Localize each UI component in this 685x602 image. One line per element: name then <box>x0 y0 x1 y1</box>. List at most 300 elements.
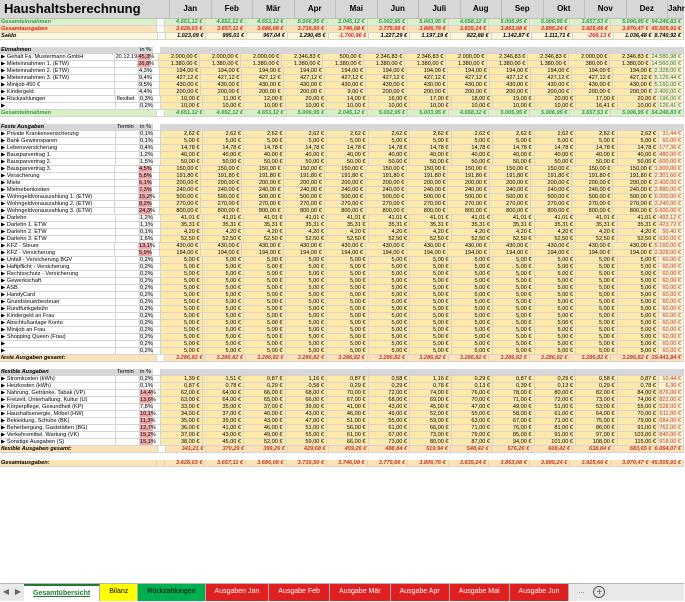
cell-value[interactable]: 10,00 € <box>618 103 660 110</box>
cell-value[interactable]: 5,00 € <box>203 313 245 320</box>
row-termin[interactable] <box>116 320 140 327</box>
cell-value[interactable]: 500,00 € <box>448 194 489 201</box>
cell-value[interactable]: 194,00 € <box>572 68 613 75</box>
cell-value[interactable]: 194,00 € <box>531 68 572 75</box>
row-label[interactable]: ▶ Rundfunkgebühr <box>0 306 116 313</box>
cell-value[interactable]: 37,00 € <box>203 411 245 418</box>
cell-value[interactable]: 4.652,12 € <box>205 110 246 117</box>
cell-value[interactable]: 5,00 € <box>452 327 494 334</box>
cell-value[interactable]: 101,00 € <box>535 439 577 446</box>
cell-value[interactable]: 240,00 € <box>325 187 366 194</box>
cell-value[interactable]: 5,00 € <box>410 341 452 348</box>
cell-value[interactable]: 5,00 € <box>535 278 577 285</box>
cell-value[interactable]: 5,00 € <box>203 341 245 348</box>
cell-value[interactable]: 34,00 € <box>161 411 203 418</box>
cell-value[interactable]: 5,00 € <box>410 271 452 278</box>
cell-value[interactable]: 1,51 € <box>203 376 245 383</box>
cell-value[interactable]: 430,00 € <box>448 243 489 250</box>
row-label[interactable]: ▶ ASB <box>0 285 116 292</box>
cell-value[interactable]: 5,00 € <box>244 334 286 341</box>
cell-value[interactable]: 200,00 € <box>448 180 489 187</box>
cell-value[interactable]: 70,00 € <box>327 390 369 397</box>
cell-value[interactable]: 41,01 € <box>618 215 660 222</box>
cell-value[interactable]: 500,00 € <box>366 194 407 201</box>
cell-value[interactable]: 5,00 € <box>535 341 577 348</box>
row-termin[interactable] <box>116 390 140 397</box>
cell-value[interactable]: 5,00 € <box>369 278 411 285</box>
cell-value[interactable]: 41,01 € <box>369 215 411 222</box>
cell-value[interactable]: 194,00 € <box>572 250 613 257</box>
cell-value[interactable]: 5,00 € <box>369 313 411 320</box>
cell-value[interactable]: 62,00 € <box>161 390 203 397</box>
cell-value[interactable]: 4,20 € <box>493 229 535 236</box>
cell-value[interactable]: 94,00 € <box>493 439 535 446</box>
cell-value[interactable]: 191,80 € <box>160 173 201 180</box>
cell-value[interactable]: 800,00 € <box>613 208 654 215</box>
cell-value[interactable]: 430,00 € <box>613 243 654 250</box>
row-termin[interactable] <box>116 152 140 159</box>
cell-value[interactable]: 967,04 € <box>247 33 288 40</box>
cell-value[interactable]: 270,00 € <box>201 201 242 208</box>
row-termin[interactable] <box>115 173 139 180</box>
cell-year[interactable]: 39.441,84 € <box>651 355 684 362</box>
cell-value[interactable]: 5,00 € <box>244 264 286 271</box>
cell-value[interactable]: 191,80 € <box>366 173 407 180</box>
cell-value[interactable]: 427,12 € <box>531 75 572 82</box>
cell-value[interactable]: 5,00 € <box>244 278 286 285</box>
row-label[interactable]: ▶ Mieteinnahmen 2. (ETW) <box>0 68 115 75</box>
cell-value[interactable]: 5,00 € <box>203 278 245 285</box>
cell-value[interactable]: 65,00 € <box>244 397 286 404</box>
cell-value[interactable]: 430,00 € <box>366 243 407 250</box>
cell-value[interactable]: 86,00 € <box>576 425 618 432</box>
cell-value[interactable]: 0,78 € <box>618 383 660 390</box>
row-termin[interactable] <box>116 264 140 271</box>
cell-value[interactable]: 200,00 € <box>284 89 325 96</box>
cell-value[interactable]: 200,00 € <box>531 89 572 96</box>
cell-value[interactable]: 3.806,76 € <box>408 460 449 467</box>
cell-value[interactable]: 800,00 € <box>531 208 572 215</box>
cell-value[interactable]: 5,00 € <box>535 306 577 313</box>
cell-value[interactable]: 73,00 € <box>410 432 452 439</box>
cell-year[interactable]: 480,00 € <box>659 152 684 159</box>
cell-value[interactable]: 5,00 € <box>203 285 245 292</box>
cell-value[interactable]: 240,00 € <box>366 187 407 194</box>
row-termin[interactable] <box>116 257 140 264</box>
cell-value[interactable]: 5,00 € <box>327 264 369 271</box>
cell-value[interactable]: 64,00 € <box>203 397 245 404</box>
cell-value[interactable]: 200,00 € <box>201 180 242 187</box>
cell-value[interactable]: 0,29 € <box>369 383 411 390</box>
cell-value[interactable]: 5,00 € <box>286 327 328 334</box>
cell-value[interactable]: 5,00 € <box>452 341 494 348</box>
row-label[interactable]: ▶ Darlehn 3. ETW <box>0 236 116 243</box>
cell-value[interactable]: 150,00 € <box>407 166 448 173</box>
row-termin[interactable] <box>116 404 140 411</box>
cell-value[interactable]: 270,00 € <box>531 201 572 208</box>
cell-value[interactable]: 70,00 € <box>618 411 660 418</box>
cell-value[interactable]: 115,00 € <box>618 439 660 446</box>
cell-value[interactable]: 150,00 € <box>325 166 366 173</box>
cell-value[interactable]: 41,01 € <box>327 215 369 222</box>
cell-value[interactable]: 5,00 € <box>369 306 411 313</box>
cell-value[interactable]: 10,00 € <box>452 103 494 110</box>
cell-value[interactable]: 2,62 € <box>203 131 245 138</box>
row-termin[interactable] <box>115 75 139 82</box>
row-label[interactable]: ▶ Heizkosten (kWh) <box>0 383 116 390</box>
cell-value[interactable]: 430,00 € <box>490 82 531 89</box>
cell-value[interactable]: 3.286,82 € <box>530 355 571 362</box>
cell-value[interactable]: 2.346,83 € <box>528 54 569 61</box>
cell-value[interactable]: 0,78 € <box>203 383 245 390</box>
cell-value[interactable]: 2,62 € <box>244 131 286 138</box>
cell-value[interactable]: 800,00 € <box>242 208 283 215</box>
cell-value[interactable]: 1,16 € <box>286 376 328 383</box>
cell-value[interactable]: 5.006,95 € <box>611 110 652 117</box>
cell-value[interactable]: 0,29 € <box>452 376 494 383</box>
cell-value[interactable]: 200,00 € <box>160 180 201 187</box>
cell-value[interactable]: 5,00 € <box>244 257 286 264</box>
row-termin[interactable] <box>115 194 139 201</box>
cell-value[interactable]: 41,00 € <box>327 404 369 411</box>
cell-year[interactable]: 840,00 € <box>659 432 684 439</box>
cell-value[interactable]: 5,00 € <box>535 327 577 334</box>
cell-value[interactable]: 3.835,24 € <box>449 26 490 33</box>
row-termin[interactable] <box>116 229 140 236</box>
cell-year[interactable]: 1.800,00 € <box>655 166 684 173</box>
cell-value[interactable]: 1.227,29 € <box>369 33 410 40</box>
cell-value[interactable]: 59,00 € <box>286 439 328 446</box>
cell-value[interactable]: 0,58 € <box>576 376 618 383</box>
cell-value[interactable]: 5,00 € <box>286 306 328 313</box>
cell-value[interactable]: 800,00 € <box>201 208 242 215</box>
cell-year[interactable]: 60,00 € <box>659 264 684 271</box>
cell-value[interactable]: 50,00 € <box>618 159 660 166</box>
cell-value[interactable]: 608,42 € <box>532 446 573 453</box>
cell-value[interactable]: 3.895,24 € <box>530 460 571 467</box>
cell-value[interactable]: 240,00 € <box>284 187 325 194</box>
cell-value[interactable]: 3.746,08 € <box>327 460 368 467</box>
cell-value[interactable]: 5,00 € <box>576 348 618 355</box>
cell-value[interactable]: 5,00 € <box>161 292 203 299</box>
cell-value[interactable]: 3.970,47 € <box>611 26 652 33</box>
row-termin[interactable] <box>116 103 140 110</box>
cell-value[interactable]: 1.023,09 € <box>166 33 207 40</box>
cell-value[interactable]: 1.197,19 € <box>410 33 451 40</box>
cell-value[interactable]: 40,00 € <box>576 152 618 159</box>
row-termin[interactable] <box>116 138 140 145</box>
cell-value[interactable]: 5,00 € <box>203 320 245 327</box>
row-label[interactable]: ▶ Darlehn <box>0 215 116 222</box>
cell-year[interactable]: 196,00 € <box>659 96 684 103</box>
cell-value[interactable]: 5,00 € <box>244 292 286 299</box>
cell-value[interactable]: 55,00 € <box>369 418 411 425</box>
cell-value[interactable]: 427,12 € <box>325 75 366 82</box>
cell-value[interactable]: 5,00 € <box>452 264 494 271</box>
cell-value[interactable]: 5,00 € <box>535 292 577 299</box>
cell-value[interactable]: 194,00 € <box>366 250 407 257</box>
cell-value[interactable]: 240,00 € <box>448 187 489 194</box>
cell-year[interactable]: 60,00 € <box>659 278 684 285</box>
cell-value[interactable]: 2.000,00 € <box>241 54 282 61</box>
cell-value[interactable]: 2.346,83 € <box>405 54 446 61</box>
row-termin[interactable] <box>116 222 140 229</box>
cell-value[interactable]: 5,00 € <box>286 271 328 278</box>
cell-value[interactable]: 5,00 € <box>286 292 328 299</box>
cell-value[interactable]: 2,62 € <box>493 131 535 138</box>
cell-value[interactable]: 500,00 € <box>613 194 654 201</box>
cell-value[interactable]: 380,00 € <box>569 61 610 68</box>
cell-value[interactable]: 3.716,50 € <box>287 26 328 33</box>
cell-year[interactable]: 60,00 € <box>659 292 684 299</box>
cell-value[interactable]: 3.286,82 € <box>611 355 652 362</box>
cell-value[interactable]: 1,39 € <box>161 376 203 383</box>
cell-value[interactable]: 49,00 € <box>244 432 286 439</box>
cell-value[interactable]: 74,00 € <box>618 397 660 404</box>
cell-value[interactable]: 270,00 € <box>407 201 448 208</box>
cell-value[interactable]: 519,94 € <box>410 446 451 453</box>
cell-value[interactable]: 67,00 € <box>493 418 535 425</box>
cell-value[interactable]: 0,78 € <box>410 383 452 390</box>
cell-value[interactable]: 200,00 € <box>242 89 283 96</box>
row-termin[interactable] <box>116 215 140 222</box>
cell-value[interactable]: 200,00 € <box>572 180 613 187</box>
cell-value[interactable]: 40,00 € <box>369 152 411 159</box>
cell-value[interactable]: 4.658,12 € <box>449 19 490 26</box>
cell-value[interactable]: 72,00 € <box>535 397 577 404</box>
cell-value[interactable]: 10,00 € <box>161 96 203 103</box>
cell-value[interactable]: 38,00 € <box>161 439 203 446</box>
cell-value[interactable]: 1.142,87 € <box>492 33 533 40</box>
cell-value[interactable]: 14,78 € <box>161 145 203 152</box>
row-label[interactable]: ▶ Gewerkschaft <box>0 278 116 285</box>
tab-ausgabe-mai[interactable]: Ausgabe Mai <box>450 584 510 601</box>
cell-value[interactable]: 200,00 € <box>490 180 531 187</box>
cell-value[interactable]: 430,00 € <box>407 243 448 250</box>
cell-value[interactable]: 5,00 € <box>203 306 245 313</box>
cell-value[interactable]: 800,00 € <box>407 208 448 215</box>
cell-year[interactable]: 24.580,98 € <box>651 54 684 61</box>
cell-value[interactable]: 50,00 € <box>286 159 328 166</box>
cell-value[interactable]: 53,00 € <box>576 404 618 411</box>
row-termin[interactable] <box>115 180 139 187</box>
cell-value[interactable]: 14,78 € <box>369 145 411 152</box>
cell-value[interactable]: 5.003,95 € <box>408 19 449 26</box>
cell-value[interactable]: 3.925,66 € <box>570 26 611 33</box>
row-termin[interactable] <box>116 285 140 292</box>
cell-value[interactable]: 50,00 € <box>203 159 245 166</box>
row-label[interactable]: ▶ Unfall - Versicherung BGV <box>0 257 116 264</box>
cell-value[interactable]: 35,31 € <box>410 222 452 229</box>
cell-value[interactable]: 37,00 € <box>244 404 286 411</box>
cell-value[interactable]: 41,01 € <box>493 215 535 222</box>
cell-value[interactable]: 150,00 € <box>531 166 572 173</box>
cell-value[interactable]: 5,00 € <box>452 285 494 292</box>
cell-value[interactable]: 5,00 € <box>410 138 452 145</box>
cell-value[interactable]: 5,00 € <box>576 278 618 285</box>
cell-value[interactable]: 0,87 € <box>618 376 660 383</box>
cell-value[interactable]: 500,00 € <box>284 194 325 201</box>
cell-value[interactable]: 427,12 € <box>160 75 201 82</box>
cell-value[interactable]: 2.346,83 € <box>364 54 405 61</box>
cell-value[interactable]: 4,20 € <box>576 229 618 236</box>
cell-value[interactable]: 19,00 € <box>493 96 535 103</box>
cell-value[interactable]: 3.746,08 € <box>327 26 368 33</box>
cell-value[interactable]: 576,26 € <box>492 446 533 453</box>
cell-value[interactable]: 5,00 € <box>327 334 369 341</box>
cell-value[interactable]: 194,00 € <box>201 68 242 75</box>
cell-value[interactable]: 66,00 € <box>410 425 452 432</box>
row-termin[interactable] <box>116 313 140 320</box>
cell-year[interactable]: 423,72 € <box>659 222 684 229</box>
cell-value[interactable]: 5,00 € <box>161 341 203 348</box>
cell-value[interactable]: 200,00 € <box>490 89 531 96</box>
cell-value[interactable]: 63,00 € <box>452 418 494 425</box>
cell-value[interactable]: 3.970,47 € <box>611 460 652 467</box>
cell-value[interactable]: 71,00 € <box>452 425 494 432</box>
cell-value[interactable]: 2,62 € <box>576 131 618 138</box>
cell-value[interactable]: 3.286,82 € <box>449 355 490 362</box>
cell-value[interactable]: 5,00 € <box>244 271 286 278</box>
cell-value[interactable]: 67,00 € <box>327 397 369 404</box>
row-termin[interactable] <box>116 236 140 243</box>
cell-value[interactable]: 430,00 € <box>201 82 242 89</box>
cell-value[interactable]: 270,00 € <box>490 201 531 208</box>
cell-value[interactable]: 47,00 € <box>452 404 494 411</box>
cell-value[interactable]: 5.002,95 € <box>368 110 409 117</box>
cell-value[interactable]: 74,00 € <box>410 390 452 397</box>
cell-value[interactable]: 4.658,12 € <box>449 110 490 117</box>
row-label[interactable]: ▶ Bausparvertrag 1. <box>0 152 116 159</box>
cell-value[interactable]: 40,00 € <box>493 152 535 159</box>
cell-value[interactable]: 3.286,82 € <box>165 355 206 362</box>
cell-value[interactable]: 97,00 € <box>576 432 618 439</box>
row-label[interactable]: ▶ <box>0 103 116 110</box>
cell-value[interactable]: 35,31 € <box>452 222 494 229</box>
cell-year[interactable]: 630,00 € <box>659 236 684 243</box>
cell-year[interactable]: 14.560,00 € <box>651 61 684 68</box>
row-label[interactable]: ▶ Private Krankenversicherung <box>0 131 116 138</box>
cell-value[interactable]: 5,00 € <box>369 341 411 348</box>
cell-value[interactable]: 5,00 € <box>286 320 328 327</box>
cell-value[interactable]: 3.657,11 € <box>205 26 246 33</box>
cell-value[interactable]: 75,00 € <box>576 418 618 425</box>
cell-value[interactable]: 430,00 € <box>201 243 242 250</box>
cell-value[interactable]: 5,00 € <box>286 299 328 306</box>
cell-value[interactable]: 548,42 € <box>451 446 492 453</box>
cell-value[interactable]: 5.006,95 € <box>287 19 328 26</box>
cell-value[interactable]: 4,20 € <box>410 229 452 236</box>
cell-value[interactable]: 3.628,03 € <box>165 26 206 33</box>
cell-value[interactable]: 270,00 € <box>613 201 654 208</box>
cell-year[interactable]: 60,00 € <box>659 313 684 320</box>
cell-value[interactable]: 20,00 € <box>618 96 660 103</box>
cell-value[interactable]: 191,80 € <box>572 173 613 180</box>
cell-value[interactable]: 150,00 € <box>284 166 325 173</box>
cell-value[interactable]: 500,00 € <box>323 54 364 61</box>
cell-value[interactable]: 14,78 € <box>452 145 494 152</box>
row-label[interactable]: ▶ <box>0 341 116 348</box>
cell-value[interactable]: 5,00 € <box>161 334 203 341</box>
cell-value[interactable]: 5,00 € <box>576 299 618 306</box>
cell-value[interactable]: 41,01 € <box>244 215 286 222</box>
cell-value[interactable]: 191,80 € <box>531 173 572 180</box>
plus-circle-icon[interactable]: + <box>593 586 605 598</box>
cell-value[interactable]: 1.380,00 € <box>446 61 487 68</box>
cell-value[interactable]: 5,00 € <box>410 264 452 271</box>
cell-value[interactable]: 35,31 € <box>493 222 535 229</box>
cell-value[interactable]: 191,80 € <box>201 173 242 180</box>
cell-value[interactable]: 80,00 € <box>410 439 452 446</box>
cell-value[interactable]: 4,20 € <box>203 229 245 236</box>
cell-year[interactable]: 60,00 € <box>659 285 684 292</box>
cell-value[interactable]: 40,00 € <box>244 411 286 418</box>
cell-value[interactable]: 64,00 € <box>203 390 245 397</box>
row-termin[interactable] <box>116 159 140 166</box>
cell-value[interactable]: 45,00 € <box>203 439 245 446</box>
cell-value[interactable]: 52,50 € <box>244 236 286 243</box>
cell-value[interactable]: 5,00 € <box>327 306 369 313</box>
cell-value[interactable]: 3.775,66 € <box>368 460 409 467</box>
cell-value[interactable]: 84,00 € <box>618 390 660 397</box>
cell-value[interactable]: 191,80 € <box>284 173 325 180</box>
cell-value[interactable]: 4.651,12 € <box>165 19 206 26</box>
cell-value[interactable]: 200,00 € <box>613 89 654 96</box>
cell-year[interactable]: 822,00 € <box>659 397 684 404</box>
cell-value[interactable]: 10,00 € <box>161 103 203 110</box>
row-label[interactable]: ▶ Sonstige Ausgaben (S) <box>0 439 116 446</box>
tab-rückzahlungen[interactable]: Rückzahlungen <box>138 584 205 601</box>
cell-value[interactable]: 1.036,48 € <box>614 33 655 40</box>
cell-value[interactable]: 10,00 € <box>203 103 245 110</box>
cell-value[interactable]: 5,00 € <box>244 348 286 355</box>
row-label[interactable]: ▶ <box>0 348 116 355</box>
row-termin[interactable] <box>116 271 140 278</box>
row-label[interactable]: ▶ Miete <box>0 180 115 187</box>
row-label[interactable]: ▶ Bausparvertrag 3. <box>0 166 115 173</box>
cell-value[interactable]: 52,50 € <box>535 236 577 243</box>
cell-value[interactable]: 2,62 € <box>618 131 660 138</box>
cell-value[interactable]: 50,00 € <box>576 159 618 166</box>
cell-value[interactable]: 5,00 € <box>244 320 286 327</box>
row-label[interactable]: ▶ Darlehn 2. ETW <box>0 229 116 236</box>
cell-value[interactable]: 1.380,00 € <box>364 61 405 68</box>
cell-value[interactable]: 427,12 € <box>490 75 531 82</box>
row-termin[interactable] <box>116 145 140 152</box>
cell-value[interactable]: 76,00 € <box>452 390 494 397</box>
cell-value[interactable]: 3.657,53 € <box>570 19 611 26</box>
cell-value[interactable]: 194,00 € <box>490 250 531 257</box>
cell-year[interactable]: 528,00 € <box>659 404 684 411</box>
cell-value[interactable]: 5,00 € <box>493 320 535 327</box>
row-termin[interactable] <box>116 334 140 341</box>
cell-value[interactable]: 5,00 € <box>452 334 494 341</box>
cell-value[interactable]: 5,00 € <box>327 313 369 320</box>
cell-value[interactable]: 194,00 € <box>448 68 489 75</box>
row-termin[interactable] <box>116 278 140 285</box>
cell-value[interactable]: 5,00 € <box>493 348 535 355</box>
cell-year[interactable]: 60,00 € <box>659 299 684 306</box>
cell-value[interactable]: 91,00 € <box>535 432 577 439</box>
cell-value[interactable]: 194,00 € <box>613 68 654 75</box>
cell-value[interactable]: 0,87 € <box>493 376 535 383</box>
cell-value[interactable]: 3.686,08 € <box>246 26 287 33</box>
row-termin[interactable]: 20.12.19 <box>115 54 138 60</box>
cell-value[interactable]: 430,00 € <box>160 82 201 89</box>
cell-value[interactable]: 59,00 € <box>410 418 452 425</box>
cell-value[interactable]: 5,00 € <box>452 299 494 306</box>
cell-value[interactable]: 5,00 € <box>618 348 660 355</box>
